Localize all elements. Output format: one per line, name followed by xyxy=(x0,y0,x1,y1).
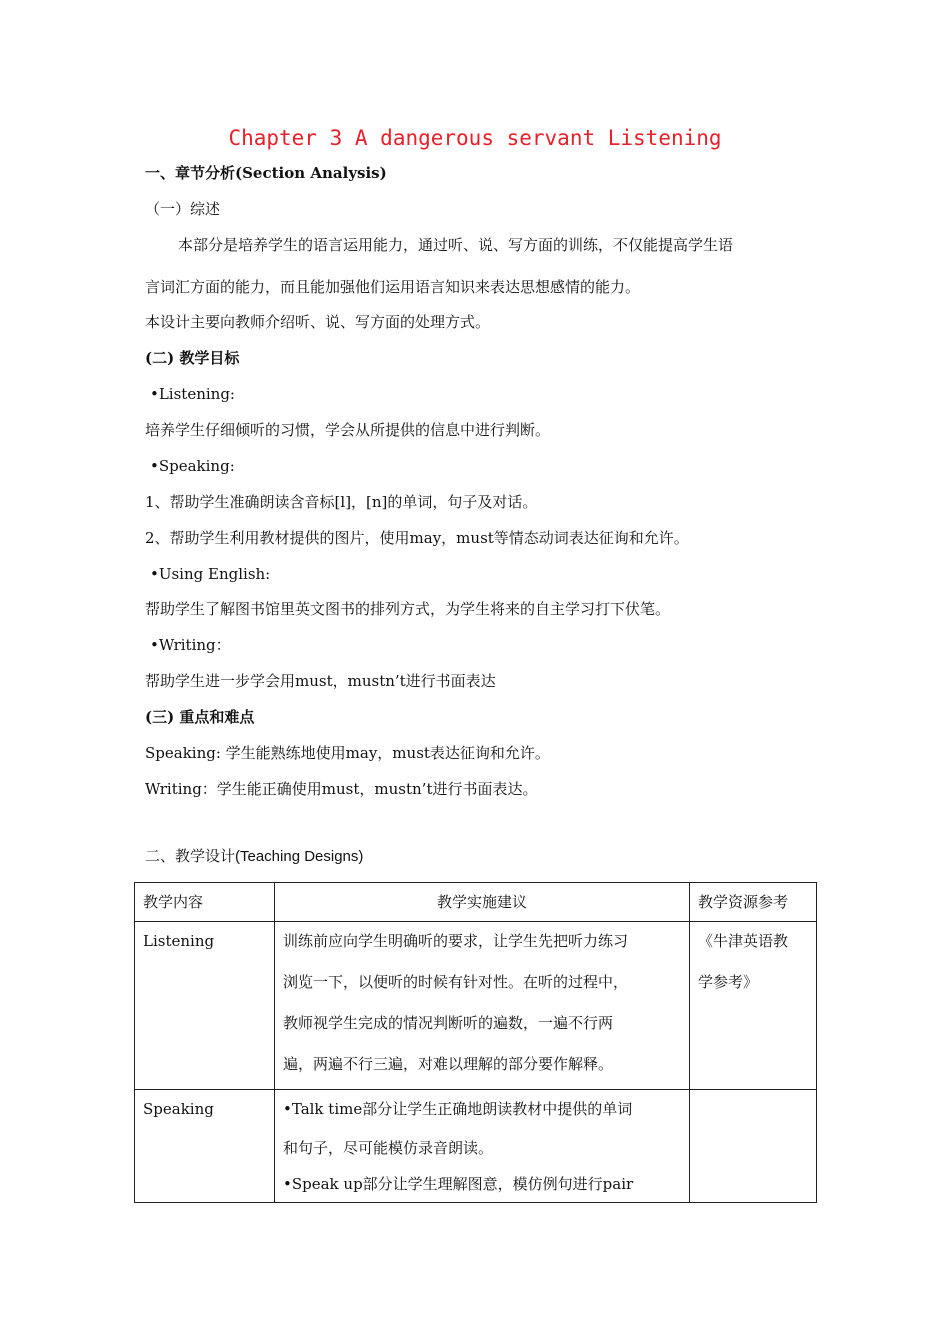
suggestion-line: 遍，两遍不行三遍，对难以理解的部分要作解释。 xyxy=(283,1055,614,1073)
suggestion-line: 训练前应向学生明确听的要求，让学生先把听力练习 xyxy=(283,932,629,950)
using-english-objective: 帮助学生了解图书馆里英文图书的排列方式，为学生将来的自主学习打下伏笔。 xyxy=(145,600,671,618)
table-cell-resources xyxy=(690,922,817,1090)
overview-paragraph-line1: 本部分是培养学生的语言运用能力，通过听、说、写方面的训练，不仅能提高学生语 xyxy=(178,236,734,254)
overview-paragraph-2: 本设计主要向教师介绍听、说、写方面的处理方式。 xyxy=(145,313,491,331)
key-points-heading: (三) 重点和难点 xyxy=(145,708,255,726)
teaching-designs-heading: 二、教学设计(Teaching Designs) xyxy=(145,848,364,865)
table-header-suggestions: 教学实施建议 xyxy=(275,883,690,922)
using-english-label: •Using English: xyxy=(150,565,271,583)
table-row xyxy=(135,1090,817,1203)
writing-label: •Writing： xyxy=(150,636,231,654)
table-header-resources: 教学资源参考 xyxy=(690,883,817,922)
suggestion-line: 教师视学生完成的情况判断听的遍数，一遍不行两 xyxy=(283,1014,614,1032)
table-cell-content: Speaking xyxy=(135,1090,275,1203)
key-point-speaking: Speaking: 学生能熟练地使用may，must表达征询和允许。 xyxy=(145,744,550,762)
speaking-objective-1: 1、帮助学生准确朗读含音标[l]，[n]的单词，句子及对话。 xyxy=(145,493,538,511)
table-cell-suggestions xyxy=(275,1090,690,1203)
table-header-row xyxy=(135,883,817,922)
writing-objective: 帮助学生进一步学会用must，mustn’t进行书面表达 xyxy=(145,672,496,690)
suggestion-line: •Talk time部分让学生正确地朗读教材中提供的单词 xyxy=(283,1100,633,1118)
table-header-content: 教学内容 xyxy=(135,883,275,922)
suggestion-line: 和句子，尽可能模仿录音朗读。 xyxy=(283,1139,494,1157)
speaking-label: •Speaking: xyxy=(150,457,235,475)
section-analysis-heading: 一、章节分析(Section Analysis) xyxy=(145,164,387,182)
key-point-writing: Writing：学生能正确使用must，mustn’t进行书面表达。 xyxy=(145,780,538,798)
speaking-objective-2: 2、帮助学生利用教材提供的图片，使用may，must等情态动词表达征询和允许。 xyxy=(145,529,689,547)
listening-label: •Listening: xyxy=(150,385,235,403)
resource-line: 《牛津英语教 xyxy=(698,932,789,950)
document-title: Chapter 3 A dangerous servant Listening xyxy=(228,126,722,150)
overview-paragraph-line2: 言词汇方面的能力，而且能加强他们运用语言知识来表达思想感情的能力。 xyxy=(145,278,641,296)
table-row xyxy=(135,922,817,1090)
suggestion-line: 浏览一下，以便听的时候有针对性。在听的过程中， xyxy=(283,973,629,991)
listening-objective: 培养学生仔细倾听的习惯，学会从所提供的信息中进行判断。 xyxy=(145,421,551,439)
table-cell-content: Listening xyxy=(135,922,275,1090)
resource-line: 学参考》 xyxy=(698,973,759,991)
table-cell-resources xyxy=(690,1090,817,1203)
table-cell-suggestions xyxy=(275,922,690,1090)
objectives-heading: (二) 教学目标 xyxy=(145,349,240,367)
suggestion-line: •Speak up部分让学生理解图意，模仿例句进行pair xyxy=(283,1175,634,1193)
teaching-design-table xyxy=(134,882,817,1203)
overview-heading: （一）综述 xyxy=(145,200,221,218)
